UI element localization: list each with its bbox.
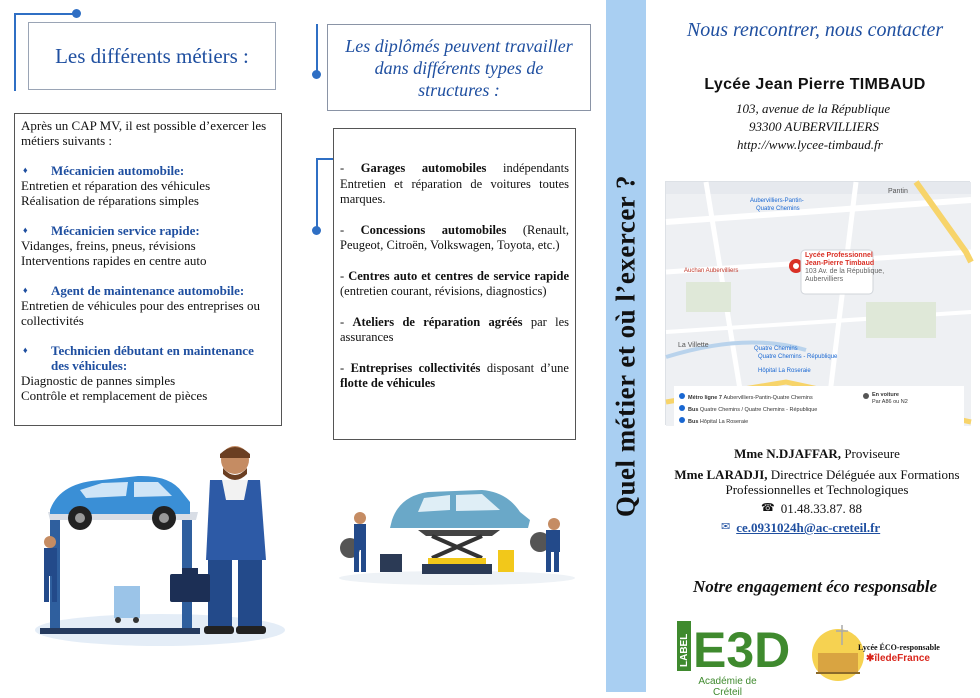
map-legend-row	[688, 392, 817, 404]
eco-label-text: Lycée ÉCO-responsable	[858, 643, 940, 652]
structure-name: Concessions automobiles	[360, 222, 507, 237]
section-title-structures: Les diplômés peuvent travailler dans différents types de structures :	[327, 24, 591, 111]
structure-dash: -	[340, 161, 361, 175]
job-title-text: Technicien débutant en maintenance des véhicules:	[51, 343, 254, 373]
job-description-line: Diagnostic de pannes simples	[21, 373, 176, 388]
phone-row	[761, 501, 970, 516]
map-pin-addr-line-2: Aubervilliers	[805, 276, 844, 283]
structure-detail: indépendants Entretien et réparation de voitures toutes marques.	[340, 161, 569, 206]
contact-title: Nous rencontrer, nous contacter	[686, 19, 944, 41]
map-legend	[688, 392, 817, 428]
structure-item	[340, 315, 569, 346]
decor-line	[316, 158, 318, 230]
job-item	[21, 283, 275, 328]
map-pin-addr-line-1: 103 Av. de la République,	[805, 268, 885, 275]
diamond-bullet-icon: ♦	[23, 165, 28, 175]
contacts-block	[664, 446, 970, 535]
job-description-line: Réalisation de réparations simples	[21, 193, 199, 208]
diamond-bullet-icon: ♦	[23, 285, 28, 295]
job-title-text: Mécanicien automobile:	[51, 163, 185, 178]
diamond-bullet-icon: ♦	[23, 225, 28, 235]
section-title-metiers: Les différents métiers :	[28, 22, 276, 90]
job-description-line: Contrôle et remplacement de pièces	[21, 388, 208, 403]
structure-item	[340, 161, 569, 208]
job-item	[21, 163, 275, 208]
diamond-bullet-icon: ♦	[23, 345, 28, 355]
map-legend-stop: Par A86 ou N2	[872, 399, 908, 405]
map-place-auchan: Auchan Aubervilliers	[684, 268, 739, 274]
decor-dot	[312, 70, 321, 79]
email-link[interactable]: ce.0931024h@ac-creteil.fr	[736, 520, 881, 535]
job-description-line: Vidanges, freins, pneus, révisions	[21, 238, 196, 253]
job-item	[21, 223, 275, 268]
map-place-pantin: Pantin	[888, 188, 908, 195]
job-title	[21, 343, 275, 373]
e3d-label-logo	[677, 615, 791, 698]
spine-title: Quel métier et où l’exercer ?	[610, 174, 641, 518]
map-graphic	[666, 182, 971, 426]
map-legend-stop: Aubervilliers-Pantin-Quatre Chemins	[723, 395, 813, 401]
phone-icon: ☎	[761, 502, 775, 514]
map-legend-mode: Bus	[688, 407, 700, 413]
structure-name: Centres auto et centres de service rapide	[348, 268, 569, 283]
map-legend-mode: Métro ligne 7	[688, 395, 724, 401]
address-line-2: 93300 AUBERVILLIERS	[749, 119, 879, 134]
structure-detail: par les assurances	[340, 314, 569, 344]
person1-name: Mme N.DJAFFAR,	[734, 446, 842, 461]
job-title	[21, 283, 275, 298]
job-description-line: Entretien de véhicules pour des entreprises ou collectivités	[21, 298, 260, 328]
car-jack-illustration	[332, 478, 582, 586]
structure-detail: (Renault, Peugeot, Citroën, Volkswagen, Toyota, etc.)	[340, 222, 569, 252]
map-legend-mode: En voiture	[872, 392, 899, 398]
school-website-link[interactable]: http://www.lycee-timbaud.fr	[737, 137, 883, 152]
person2-role: Directrice Déléguée aux Formations Professionnelles et Technologiques	[725, 467, 960, 497]
map-legend-stop: Quatre Chemins / Quatre Chemins - République	[699, 407, 818, 413]
email-row	[721, 520, 970, 535]
structure-item	[340, 361, 569, 392]
school-name: Lycée Jean Pierre TIMBAUD	[704, 76, 926, 93]
mechanic-lift-illustration	[30, 440, 300, 650]
structure-item	[340, 223, 569, 254]
map-legend-stop: Hôpital La Roseraie	[699, 419, 749, 425]
address-line-1: 103, avenue de la République	[736, 101, 891, 116]
structure-dash: -	[340, 314, 353, 329]
map-legend-mode: Bus	[688, 419, 700, 425]
map-pin-title-line-1: Lycée Professionnel	[805, 252, 873, 259]
jobs-list-box	[14, 113, 282, 426]
lycee-eco-responsable-logo	[808, 615, 958, 685]
structures-list-box	[333, 128, 576, 440]
structure-name: Ateliers de réparation agréés	[352, 314, 523, 329]
e3d-academie: Académie de Créteil	[698, 676, 757, 698]
job-item	[21, 343, 275, 403]
idf-text: îledeFrance	[874, 653, 930, 664]
structure-dash: -	[340, 268, 349, 283]
idf-star-icon: ✱	[866, 653, 875, 664]
structure-dash: -	[340, 222, 361, 237]
structure-dash: -	[340, 360, 351, 375]
decor-dot	[72, 9, 81, 18]
job-description-line: Interventions rapides en centre auto	[21, 253, 207, 268]
idf-label	[866, 653, 930, 664]
map-pin-title-line-2: Jean-Pierre Timbaud	[805, 260, 875, 267]
map-place-metro-2: Quatre Chemins	[756, 206, 800, 212]
map-pin-title	[805, 252, 884, 284]
map-legend-row	[688, 416, 817, 428]
structure-name: Entreprises collectivités	[350, 360, 481, 375]
map-place-qc: Quatre Chemins	[754, 346, 798, 352]
person-proviseure	[664, 446, 970, 461]
structure-name: Garages automobiles	[360, 161, 487, 175]
decor-line	[316, 24, 318, 74]
job-title-text: Mécanicien service rapide:	[51, 223, 200, 238]
map-place-qc-rep: Quatre Chemins - République	[758, 354, 838, 360]
map-legend-right	[872, 392, 908, 406]
map-place-villette: La Villette	[678, 342, 709, 349]
map-legend-row	[688, 404, 817, 416]
mail-icon: ✉	[721, 521, 731, 533]
map-place-hopital: Hôpital La Roseraie	[758, 368, 811, 374]
structures-list	[340, 161, 569, 392]
map-place-metro: Aubervilliers-Pantin-	[750, 198, 804, 204]
decor-line	[14, 13, 16, 91]
e3d-label-text: LABEL	[679, 633, 690, 667]
job-description-line: Entretien et réparation des véhicules	[21, 178, 211, 193]
structure-item	[340, 269, 569, 300]
person-ddfpt	[664, 467, 970, 497]
e3d-logo-graphic	[677, 615, 791, 678]
decor-line	[14, 13, 76, 15]
structure-name-extra: flotte de véhicules	[340, 376, 436, 390]
person2-name: Mme LARADJI,	[674, 467, 768, 482]
job-title-text: Agent de maintenance automobile:	[51, 283, 245, 298]
school-location-map[interactable]	[665, 181, 970, 425]
job-title	[21, 163, 275, 178]
job-title	[21, 223, 275, 238]
phone-number: 01.48.33.87. 88	[780, 501, 862, 516]
decor-dot	[312, 226, 321, 235]
person1-role: Proviseure	[841, 446, 900, 461]
structure-detail: disposant d’une	[480, 360, 569, 375]
eco-title: Notre engagement éco responsable	[692, 577, 938, 596]
e3d-mark-text: E3D	[693, 622, 791, 678]
structure-detail: (entretien courant, révisions, diagnostics)	[340, 284, 547, 298]
jobs-intro: Après un CAP MV, il est possible d’exercer les métiers suivants :	[21, 118, 267, 148]
jobs-list	[21, 163, 275, 403]
